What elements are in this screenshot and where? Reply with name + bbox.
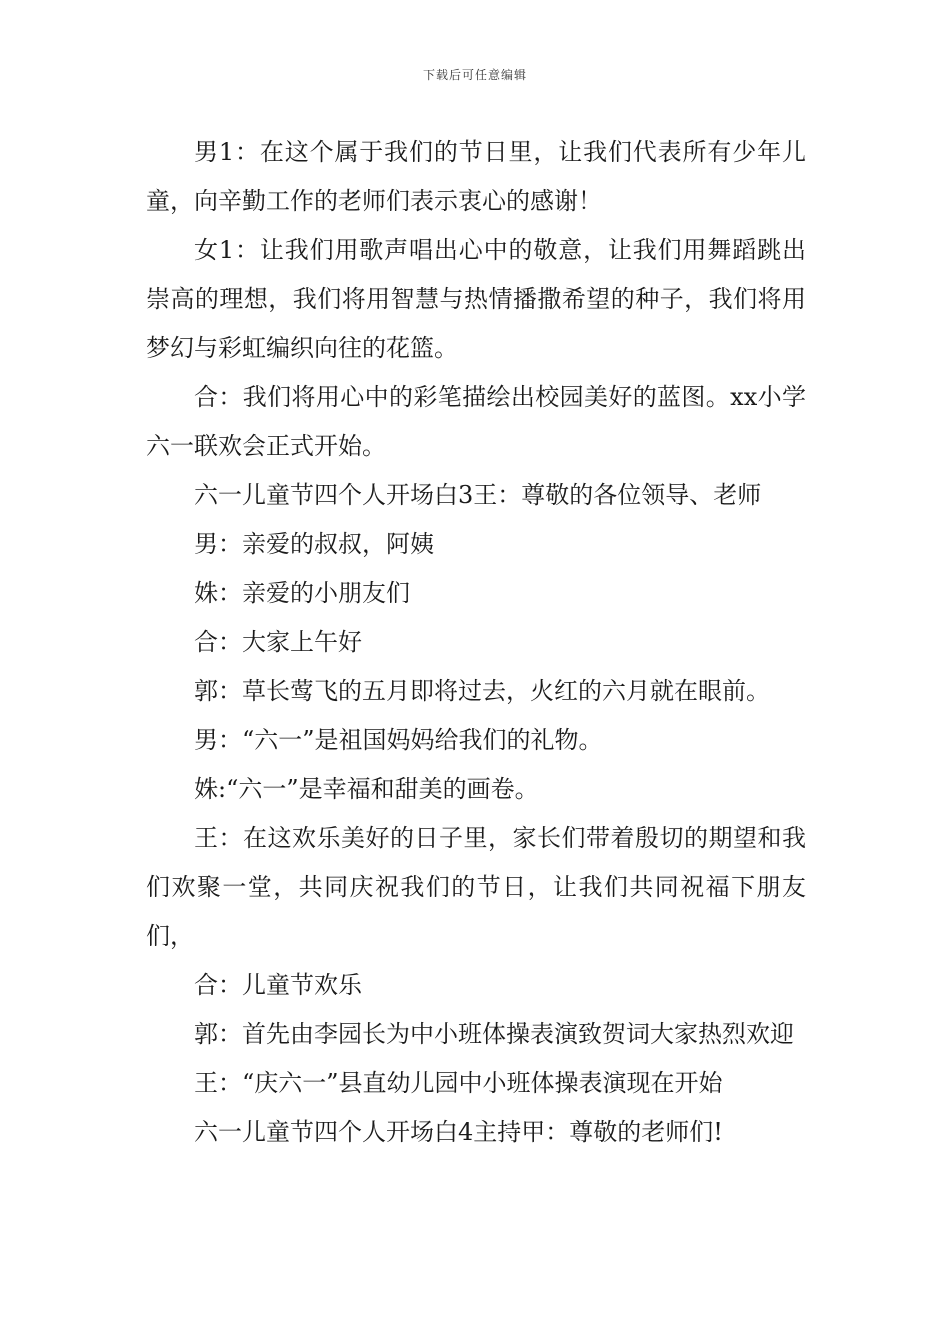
paragraph-3: 合：我们将用心中的彩笔描绘出校园美好的蓝图。xx小学六一联欢会正式开始。 xyxy=(146,383,806,460)
document-body xyxy=(146,128,806,1157)
paragraph-1: 男1：在这个属于我们的节日里，让我们代表所有少年儿童，向辛勤工作的老师们表示衷心的感谢！ xyxy=(146,138,806,215)
paragraph-4: 六一儿童节四个人开场白3王：尊敬的各位领导、老师 xyxy=(194,481,762,509)
download-note: 下载后可任意编辑 xyxy=(422,68,527,82)
paragraph-15: 六一儿童节四个人开场白4主持甲：尊敬的老师们! xyxy=(194,1118,723,1146)
paragraph-8: 郭：草长莺飞的五月即将过去，火红的六月就在眼前。 xyxy=(194,677,770,705)
paragraph-11: 王：在这欢乐美好的日子里，家长们带着殷切的期望和我们欢聚一堂，共同庆祝我们的节日，让我们共同祝福下朋友们， xyxy=(146,824,806,950)
paragraph-5: 男：亲爱的叔叔，阿姨 xyxy=(194,530,434,558)
paragraph-6: 姝：亲爱的小朋友们 xyxy=(194,579,410,607)
paragraph-10: 姝:“六一”是幸福和甜美的画卷。 xyxy=(194,775,539,803)
paragraph-9: 男：“六一”是祖国妈妈给我们的礼物。 xyxy=(194,726,603,754)
paragraph-14: 王：“庆六一”县直幼儿园中小班体操表演现在开始 xyxy=(194,1069,723,1097)
paragraph-7: 合：大家上午好 xyxy=(194,628,362,656)
paragraph-12: 合：儿童节欢乐 xyxy=(194,971,362,999)
paragraph-13: 郭：首先由李园长为中小班体操表演致贺词大家热烈欢迎 xyxy=(194,1020,794,1048)
paragraph-2: 女1：让我们用歌声唱出心中的敬意，让我们用舞蹈跳出崇高的理想，我们将用智慧与热情播撒希望的种子，我们将用梦幻与彩虹编织向往的花篮。 xyxy=(146,236,806,362)
